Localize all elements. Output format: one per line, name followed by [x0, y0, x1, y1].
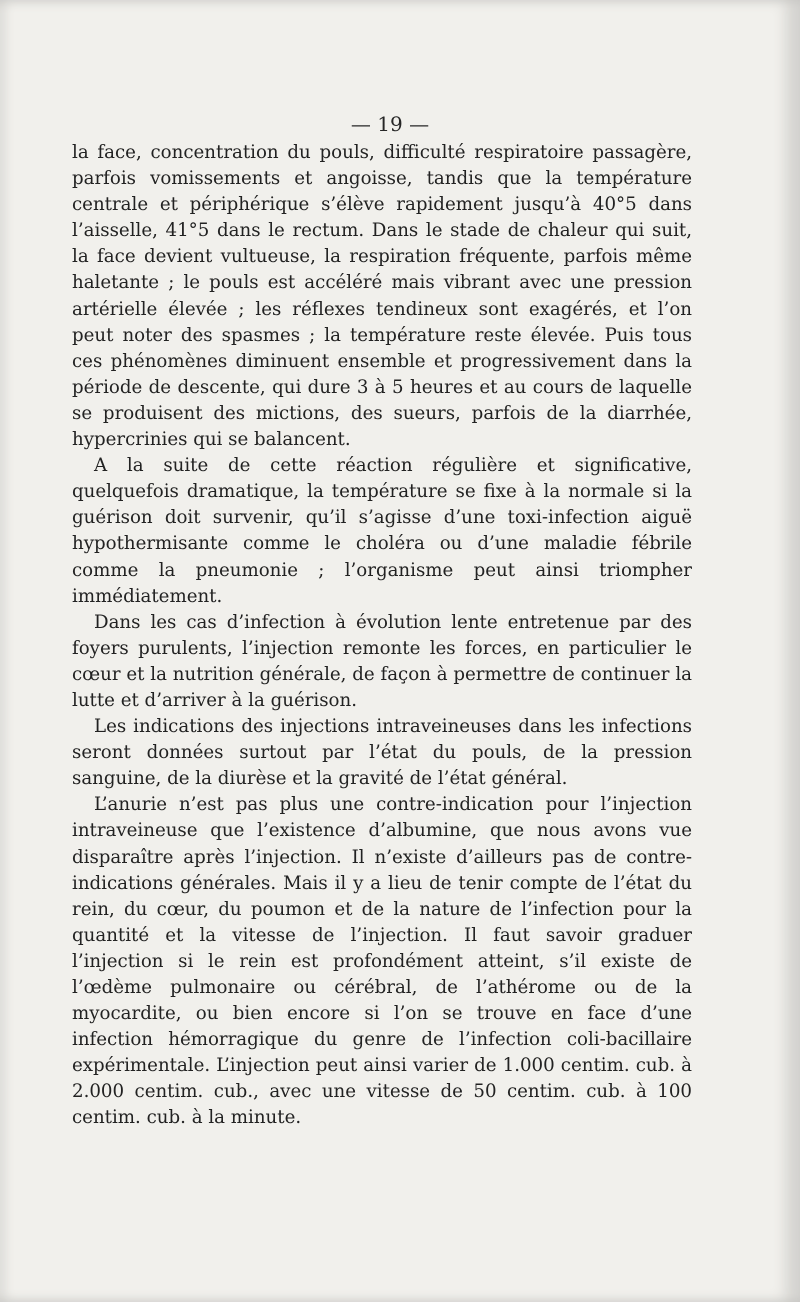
paragraph-2: A la suite de cette réaction régulière et significative, quelquefois dramatique, la température se fixe à la normale si la guérison doit survenir, qu’il s’agisse d’une toxi-infection aiguë hypothermisante comme le choléra ou d’une maladie fébrile comme la pneumonie ; l’organisme peut ainsi triompher immédiatement.	[72, 455, 692, 607]
body-text	[72, 140, 692, 1132]
paragraph-5: L’anurie n’est pas plus une contre-indication pour l’injection intraveineuse que l’existence d’albumine, que nous avons vue disparaître après l’injection. Il n’existe d’ailleurs pas de contre-indications générales. Mais il y a lieu de tenir compte de l’état du rein, du cœur, du poumon et de la nature de l’infection pour la quantité et la vitesse de l’injection. Il faut savoir graduer l’injection si le rein est profondément atteint, s’il existe de l’œdème pulmonaire ou cérébral, de l’athérome ou de la myocardite, ou bien encore si l’on se trouve en face d’une infection hémorragique du genre de l’infection coli-bacillaire expérimentale. L’injection peut ainsi varier de 1.000 centim. cub. à 2.000 centim. cub., avec une vitesse de 50 centim. cub. à 100 centim. cub. à la minute.	[72, 794, 692, 1129]
page-number: — 19 —	[350, 112, 430, 136]
paragraph-3: Dans les cas d’infection à évolution lente entretenue par des foyers purulents, l’injection remonte les forces, en particulier le cœur et la nutrition générale, de façon à permettre de continuer la lutte et d’arriver à la guérison.	[72, 611, 692, 711]
paragraph-4: Les indications des injections intraveineuses dans les infections seront données surtout par l’état du pouls, de la pression sanguine, de la diurèse et la gravité de l’état général.	[72, 716, 692, 790]
paragraph-1: la face, concentration du pouls, difficulté respiratoire passagère, parfois vomissements et angoisse, tandis que la température centrale et périphérique s’élève rapidement jusqu’à 40°5 dans l’aisselle, 41°5 dans le rectum. Dans le stade de chaleur qui suit, la face devient vultueuse, la respiration fréquente, parfois même haletante ; le pouls est accéléré mais vibrant avec une pression artérielle élevée ; les réflexes tendineux sont exagérés, et l’on peut noter des spasmes ; la température reste élevée. Puis tous ces phénomènes diminuent ensemble et progressivement dans la période de descente, qui dure 3 à 5 heures et au cours de laquelle se produisent des mictions, des sueurs, parfois de la diarrhée, hypercrinies qui se balancent.	[72, 142, 692, 451]
